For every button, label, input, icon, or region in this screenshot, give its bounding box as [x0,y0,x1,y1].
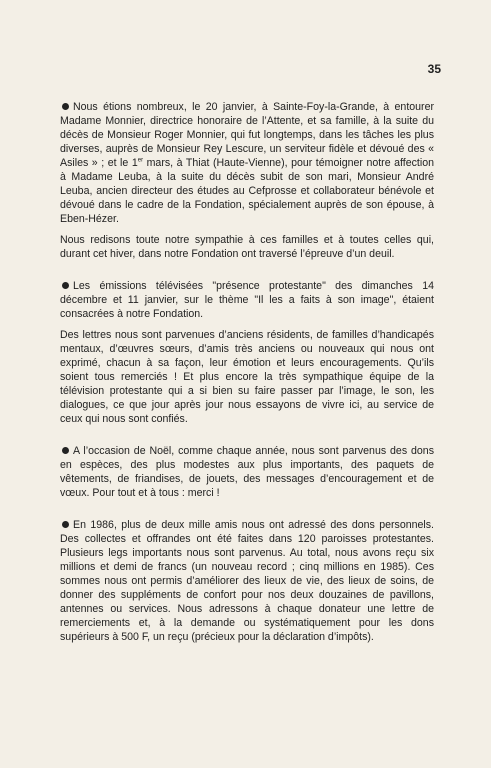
paragraph: Nous étions nombreux, le 20 janvier, à Sainte-Foy-la-Grande, à entourer Madame Monnier, directrice honoraire de l’Attente, et sa famille, à la suite du décès de Monsieur Roger Monnier, qui fut longtemps, dans les tâches les plus diverses, auprès de Monsieur Rey Lescure, un serviteur fidèle et dévoué des « Asiles » ; et le 1er mars, à Thiat (Haute-Vienne), pour témoigner notre affection à Madame Leuba, à la suite du décès subit de son mari, Monsieur André Leuba, ancien directeur des études au Cefprosse et collaborateur bénévole et dévoué dans le cadre de la Fondation, spécialement auprès de son épouse, à Eben-Hézer. [60,101,434,225]
paragraph: A l’occasion de Noël, comme chaque année, nous sont parvenus des dons en espèces, des plus modestes aux plus importants, des paquets de vêtements, de friandises, de jouets, des messages d’encouragement et de vœux. Pour tout et à tous : merci ! [60,445,434,499]
page-number: 35 [427,62,441,76]
bullet-icon [62,521,69,528]
paragraph: En 1986, plus de deux mille amis nous ont adressé des dons personnels. Des collectes et offrandes ont été faites dans 120 paroisses protestantes. Plusieurs legs importants nous sont parvenus. Au total, nous avons reçu six millions et demi de francs (un nouveau record ; cinq millions en 1985). Ces sommes nous ont permis d’améliorer des lieux de vie, des lieux de soins, de donner des suppléments de confort pour nos deux douzaines de pavillons, antennes ou services. Nous adressons à chaque donateur une lettre de remerciements et, à la demande ou systématiquement pour les dons supérieurs à 500 F, un reçu (précieux pour la déclaration d’impôts). [60,519,434,643]
paragraph: Des lettres nous sont parvenues d’anciens résidents, de familles d’handicapés mentaux, d’œuvres sœurs, d’amis très anciens ou nouveaux qui nous ont exprimé, chacun à sa façon, leur émotion et leurs encouragements. Qu’ils soient tous remerciés ! Et plus encore la très sympathique équipe de la télévision protestante qui a si bien su faire passer par l’image, le son, les dialogues, ce que jour après jour nous essayons de vivre ici, au service de ceux qui nous sont confiés. [60,329,434,425]
paragraph: Nous redisons toute notre sympathie à ces familles et à toutes celles qui, durant cet hiver, dans notre Fondation ont traversé l’épreuve d’un deuil. [60,234,434,260]
bullet-icon [62,103,69,110]
paragraph: Les émissions télévisées "présence protestante" des dimanches 14 décembre et 11 janvier, sur le thème "Il les a faits à son image", étaient consacrées à notre Fondation. [60,280,434,320]
page-body [60,100,434,651]
bullet-icon [62,447,69,454]
bullet-icon [62,282,69,289]
